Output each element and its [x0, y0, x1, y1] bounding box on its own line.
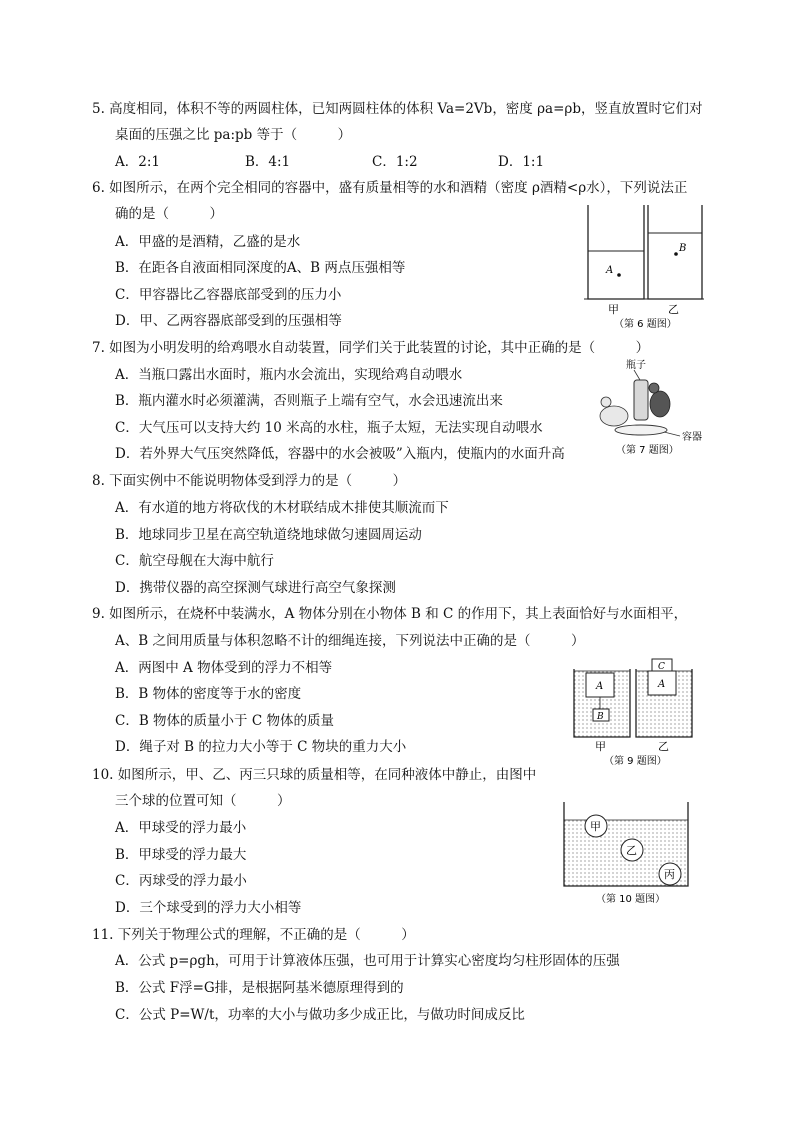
point-b-label: B — [679, 243, 687, 254]
figure-9 — [570, 655, 700, 767]
beaker-jia-label: 甲 — [595, 740, 606, 753]
block-a-yi: A — [658, 679, 666, 690]
option-8c: C．航空母舰在大海中航行 — [115, 553, 274, 569]
option-6c: C．甲容器比乙容器底部受到的压力小 — [115, 287, 342, 303]
option-8a: A．有水道的地方将砍伐的木材联结成木排使其顺流而下 — [115, 500, 449, 516]
option-7a: A．当瓶口露出水面时，瓶内水会流出，实现给鸡自动喂水 — [115, 367, 463, 383]
option-9b: B．B 物体的密度等于水的密度 — [115, 686, 302, 702]
option-9c: C．B 物体的质量小于 C 物体的质量 — [115, 713, 334, 729]
option-9a: A．两图中 A 物体受到的浮力不相等 — [115, 660, 333, 676]
beaker-yi-label: 乙 — [658, 740, 669, 753]
figure-6 — [584, 203, 704, 331]
question-6-line-1: 6. 如图所示，在两个完全相同的容器中，盛有质量相等的水和酒精（密度 ρ酒精<ρ水），下列说法正 — [92, 180, 688, 196]
container-label: 容器 — [682, 432, 702, 443]
option-10b: B．甲球受的浮力最大 — [115, 847, 247, 863]
ball-yi: 乙 — [626, 844, 637, 857]
question-10-line-1: 10. 如图所示，甲、乙、丙三只球的质量相等，在同种液体中静止，由图中 — [92, 767, 537, 783]
option-11a: A．公式 p=ρgh，可用于计算液体压强，也可用于计算实心密度均匀柱形固体的压强 — [115, 953, 620, 969]
question-9-line-2: A、B 之间用质量与体积忽略不计的细绳连接，下列说法中正确的是（ ） — [115, 633, 585, 649]
option-10d: D．三个球受到的浮力大小相等 — [115, 900, 302, 916]
block-a-jia: A — [596, 681, 604, 692]
figure-10-caption: （第 10 题图） — [596, 894, 666, 905]
option-5b: B．4:1 — [245, 154, 291, 170]
container-yi-label: 乙 — [668, 303, 679, 316]
option-10c: C．丙球受的浮力最小 — [115, 873, 247, 889]
option-8b: B．地球同步卫星在高空轨道绕地球做匀速圆周运动 — [115, 527, 422, 543]
point-a-label: A — [606, 265, 614, 276]
figure-6-caption: （第 6 题图） — [614, 319, 677, 330]
question-8-line-1: 8. 下面实例中不能说明物体受到浮力的是（ ） — [92, 473, 407, 489]
bottle-label: 瓶子 — [626, 360, 646, 371]
option-6a: A．甲盛的是酒精，乙盛的是水 — [115, 234, 301, 250]
figure-7-caption: （第 7 题图） — [616, 445, 679, 456]
question-7-line-1: 7. 如图为小明发明的给鸡喂水自动装置，同学们关于此装置的讨论，其中正确的是（ ） — [92, 340, 650, 356]
figure-7 — [596, 356, 716, 456]
block-b: B — [597, 712, 604, 722]
question-6-line-2: 确的是（ ） — [115, 206, 223, 222]
option-7c: C．大气压可以支持大约 10 米高的水柱，瓶子太短，无法实现自动喂水 — [115, 420, 543, 436]
figure-10 — [560, 800, 692, 906]
question-10-line-2: 三个球的位置可知（ ） — [115, 793, 291, 809]
ball-bing: 丙 — [664, 868, 675, 881]
question-11-line-1: 11. 下列关于物理公式的理解，不正确的是（ ） — [92, 927, 415, 943]
ball-jia: 甲 — [590, 820, 601, 833]
option-11c: C．公式 P=W/t，功率的大小与做功多少成正比，与做功时间成反比 — [115, 1007, 525, 1023]
option-6d: D．甲、乙两容器底部受到的压强相等 — [115, 313, 342, 329]
question-9-line-1: 9. 如图所示，在烧杯中装满水，A 物体分别在小物体 B 和 C 的作用下，其上表面恰好与水面相平， — [92, 606, 688, 622]
option-5a: A．2:1 — [115, 154, 160, 170]
option-6b: B．在距各自液面相同深度的A、B 两点压强相等 — [115, 260, 406, 276]
question-5-line-2: 桌面的压强之比 pa:pb 等于（ ） — [115, 127, 352, 143]
block-c: C — [658, 662, 665, 672]
option-7b: B．瓶内灌水时必须灌满，否则瓶子上端有空气，水会迅速流出来 — [115, 393, 503, 409]
option-5c: C．1:2 — [372, 154, 418, 170]
option-8d: D．携带仪器的高空探测气球进行高空气象探测 — [115, 580, 396, 596]
question-5-line-1: 5. 高度相同，体积不等的两圆柱体，已知两圆柱体的体积 Va=2Vb，密度 ρa=ρb，竖直放置时它们对 — [92, 101, 703, 117]
option-5d: D．1:1 — [498, 154, 545, 170]
option-11b: B．公式 F浮=G排，是根据阿基米德原理得到的 — [115, 980, 404, 996]
container-jia-label: 甲 — [608, 303, 619, 316]
option-9d: D．绳子对 B 的拉力大小等于 C 物块的重力大小 — [115, 739, 407, 755]
figure-9-caption: （第 9 题图） — [604, 756, 667, 767]
option-10a: A．甲球受的浮力最小 — [115, 820, 247, 836]
option-7d: D．若外界大气压突然降低，容器中的水会被吸”入瓶内，使瓶内的水面升高 — [115, 446, 565, 462]
